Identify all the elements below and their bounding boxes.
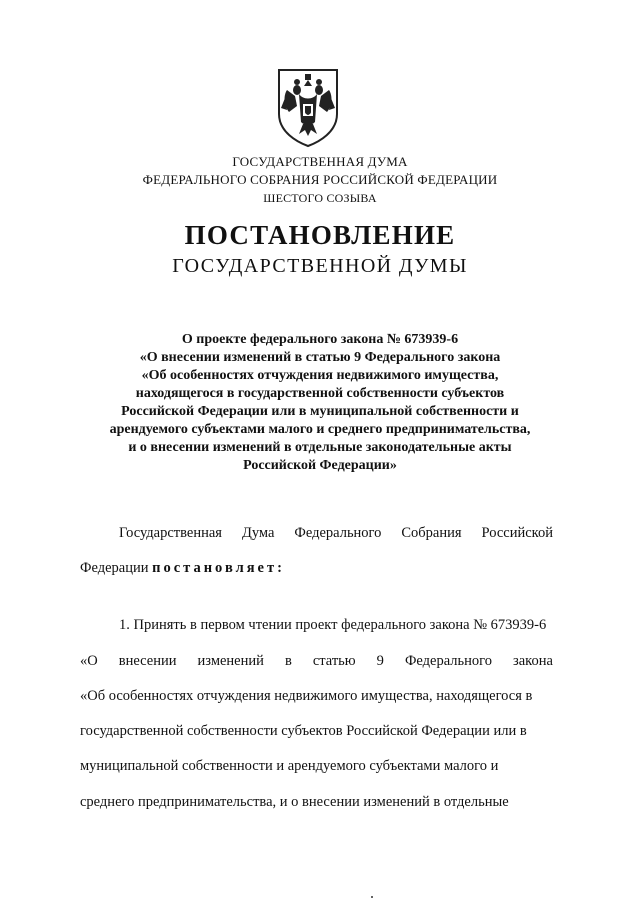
item1-word: «О (80, 653, 98, 669)
item1-word: Федерального (404, 653, 492, 669)
subject-line: и о внесении изменений в отдельные законодательные акты (128, 440, 512, 455)
item1-line3: «Об особенностях отчуждения недвижимого имущества, находящегося в (80, 688, 533, 704)
item1-line5: муниципальной собственности и арендуемого субъектами малого и (80, 758, 499, 774)
item1-line6: среднего предпринимательства, и о внесении изменений в отдельные (80, 794, 509, 810)
document-subtitle: ГОСУДАРСТВЕННОЙ ДУМЫ (172, 255, 468, 277)
subject-line: «Об особенностях отчуждения недвижимого имущества, (141, 368, 499, 383)
resolution-subject (60, 331, 580, 475)
subject-line: О проекте федерального закона № 673939-6 (181, 332, 459, 347)
item1-line4: государственной собственности субъектов Российской Федерации или в (80, 723, 527, 739)
subject-line: Российской Федерации» (243, 458, 397, 473)
convocation-line: ШЕСТОГО СОЗЫВА (263, 191, 377, 205)
item1-word: изменений (197, 653, 264, 669)
preamble-word: Федерального (294, 525, 382, 541)
preamble-line1 (119, 524, 553, 542)
document-title: ПОСТАНОВЛЕНИЕ (184, 220, 456, 250)
preamble-start: Федерации (80, 560, 149, 576)
org-name-line2: ФЕДЕРАЛЬНОГО СОБРАНИЯ РОССИЙСКОЙ ФЕДЕРАЦИИ (142, 172, 498, 187)
preamble-word: Собрания (401, 525, 462, 541)
item1-word: в (284, 653, 292, 669)
subject-line: арендуемого субъектами малого и среднего предпринимательства, (109, 422, 531, 437)
item1-word: внесении (118, 653, 177, 669)
item1-word: закона (513, 653, 553, 669)
preamble-resolves: постановляет: (152, 560, 285, 576)
preamble-word: Дума (241, 525, 275, 541)
preamble-line2 (80, 559, 553, 577)
item1-word: 9 (376, 653, 384, 669)
subject-line: «О внесении изменений в статью 9 Федерального закона (139, 350, 501, 365)
item1-line2 (80, 652, 553, 670)
item1-word: статью (312, 653, 356, 669)
scan-speck (371, 896, 373, 898)
org-name-line1: ГОСУДАРСТВЕННАЯ ДУМА (232, 154, 408, 169)
preamble-word: Государственная (119, 525, 222, 541)
subject-line: Российской Федерации или в муниципальной собственности и (121, 404, 519, 419)
item1-line1: 1. Принять в первом чтении проект федерального закона № 673939-6 (119, 617, 547, 633)
russian-coat-of-arms-emblem (275, 66, 341, 148)
subject-line: находящегося в государственной собственности субъектов (135, 386, 505, 401)
preamble-word: Российской (481, 525, 553, 541)
